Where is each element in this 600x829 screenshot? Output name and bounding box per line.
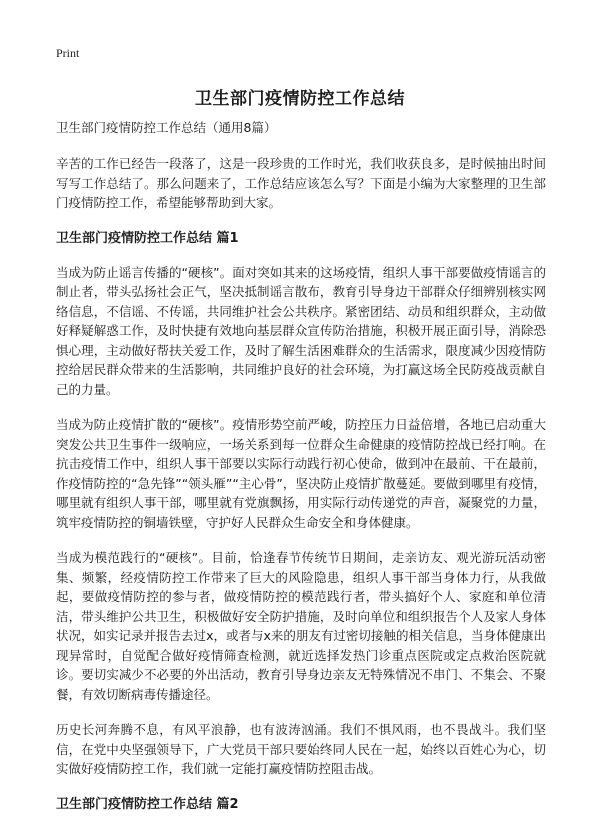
- section-heading-2: 卫生部门疫情防控工作总结 篇2: [56, 796, 239, 812]
- paragraph: 当成为防止谣言传播的“硬核”。面对突如其来的这场疫情，组织人事干部要做疫情谣言的制止者，带头弘扬社会正气，坚决抵制谣言散布，教育引导身边干部群众仔细辨别核实网络信息，不信谣、不传谣，共同维护社会公共秩序。紧密团结、动员和组织群众，主动做好释疑解惑工作，及时快捷有效地向基层群众宣传防治措施，积极开展正面引导，消除恐惧心理，主动做好帮扶关爱工作，及时了解生活困难群众的生活需求，限度减少因疫情防控给居民群众带来的生活影响，共同维护良好的社会环境，为打赢这场全民防疫战贡献自己的力量。: [56, 264, 546, 397]
- paragraph: 历史长河奔腾不息，有风平浪静，也有波涛汹涌。我们不惧风雨，也不畏战斗。我们坚信，在党中央坚强领导下，广大党员干部只要始终同人民在一起，始终以百姓心为心，切实做好疫情防控工作，我们就一定能打赢疫情防控阻击战。: [56, 722, 546, 776]
- paragraph: 当成为模范践行的“硬核”。目前，恰逢春节传统节日期间，走亲访友、观光游玩活动密集、频繁，经疫情防控工作带来了巨大的风险隐患，组织人事干部当身体力行，从我做起，要做疫情防控的参与者，做疫情防控的模范践行者，带头搞好个人、家庭和单位清洁，带头维护公共卫生，积极做好安全防护措施，及时向单位和组织报告个人及家人身体状况，如实记录并报告去过x，或者与x来的朋友有过密切接触的相关信息，当身体健康出现异常时，自觉配合做好疫情筛查检测，就近选择发热门诊重点医院或定点救治医院就诊。要切实减少不必要的外出活动，教育引导身边亲友无特殊情况不串门、不集会、不聚餐，有效切断病毒传播途径。: [56, 550, 546, 702]
- document-title: 卫生部门疫情防控工作总结: [195, 89, 405, 109]
- document-subtitle: 卫生部门疫情防控工作总结（通用8篇）: [56, 120, 277, 135]
- document-body: [56, 118, 546, 829]
- intro-paragraph: 辛苦的工作已经告一段落了，这是一段珍贵的工作时光，我们收获良多，是时候抽出时间写写工作总结了。那么问题来了，工作总结应该怎么写？下面是小编为大家整理的卫生部门疫情防控工作，希望能够帮助到大家。: [56, 156, 546, 210]
- print-link[interactable]: Print: [56, 46, 80, 60]
- paragraph: 当成为防止疫情扩散的“硬核”。疫情形势空前严峻，防控压力日益倍增，各地已启动重大突发公共卫生事件一级响应，一场关系到每一位群众生命健康的疫情防控战已经打响。在抗击疫情工作中，组织人事干部要以实际行动践行初心使命，做到冲在最前、干在最前，作疫情防控的“急先锋”“领头雁”“主心骨”，坚决防止疫情扩散蔓延。要做到哪里有疫情，哪里就有组织人事干部，哪里就有党旗飘扬，用实际行动传递党的声音，凝聚党的力量，筑牢疫情防控的铜墙铁壁，守护好人民群众生命安全和身体健康。: [56, 417, 546, 530]
- section-heading-1: 卫生部门疫情防控工作总结 篇1: [56, 230, 239, 246]
